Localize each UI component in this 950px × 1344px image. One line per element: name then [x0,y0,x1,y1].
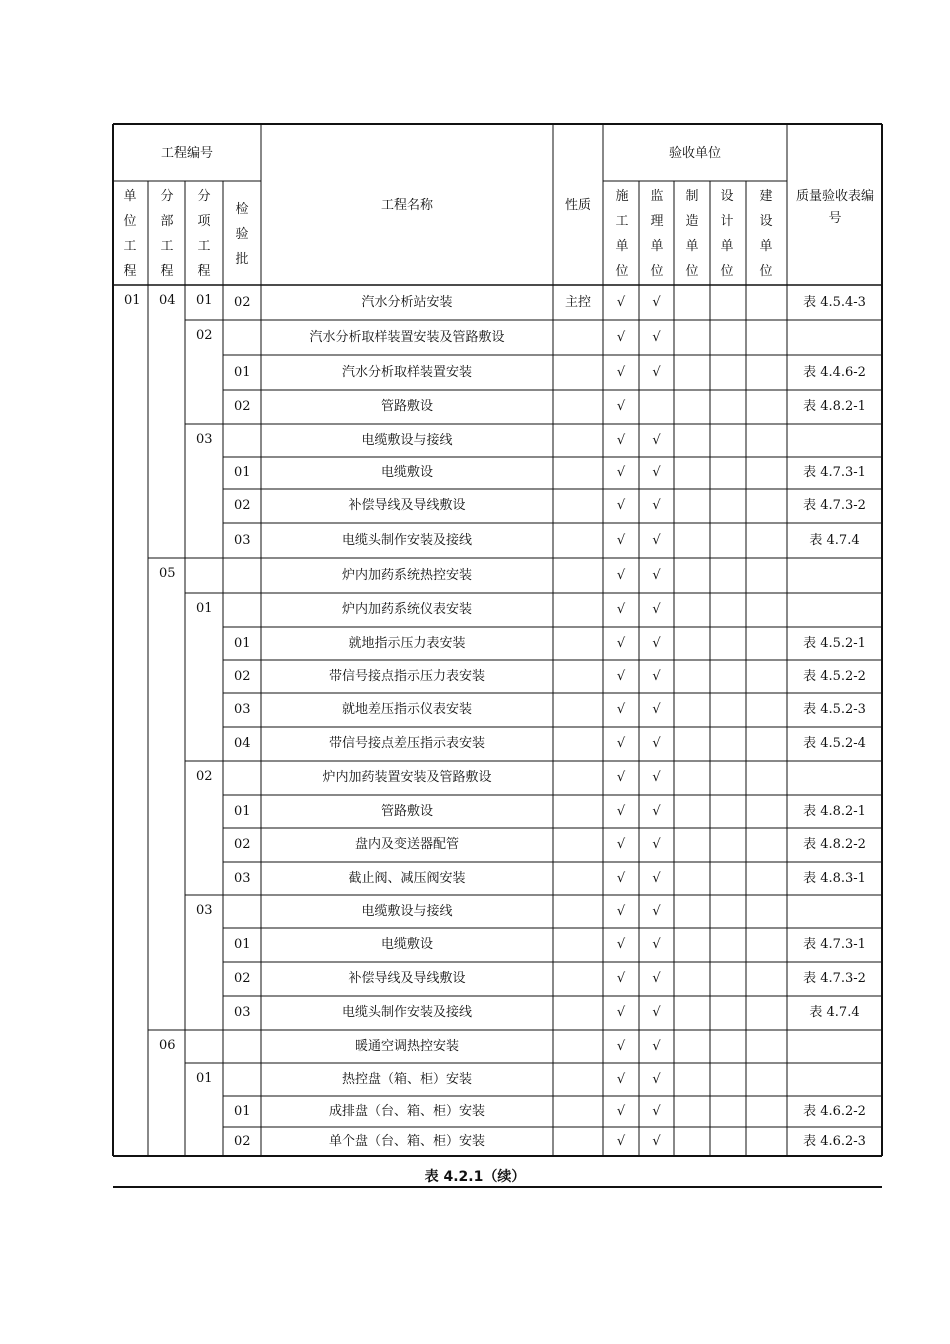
cell-c2: √ [652,465,661,480]
cell-item: 02 [196,328,213,343]
cell-name: 电缆头制作安装及接线 [341,533,472,548]
cell-c1: √ [616,736,626,751]
cell-c1: √ [616,1134,626,1149]
cell-c2: √ [652,1134,661,1149]
cell-name: 管路敷设 [380,804,433,819]
cell-name: 单个盘（台、箱、柜）安装 [328,1134,485,1149]
cell-form: 表 4.5.2-4 [803,736,866,751]
cell-c1: √ [616,1005,626,1020]
cell-name: 电缆敷设 [380,937,433,952]
cell-c2: √ [652,937,661,952]
cell-name: 带信号接点差压指示表安装 [328,736,485,751]
header-nature: 性质 [564,198,591,213]
cell-form: 表 4.5.2-3 [803,702,866,717]
cell-batch: 01 [234,804,251,819]
cell-c2: √ [652,365,661,380]
cell-part: 06 [159,1038,176,1053]
cell-c2: √ [652,904,661,919]
cell-batch: 01 [234,1104,251,1119]
cell-c2: √ [652,1104,661,1119]
table-caption: 表 4.2.1（续） [424,1169,526,1185]
cell-name: 热控盘（箱、柜）安装 [341,1072,472,1087]
cell-batch: 02 [234,971,251,986]
cell-c2: √ [652,770,661,785]
cell-c1: √ [616,669,626,684]
cell-c2: √ [652,433,661,448]
cell-batch: 03 [234,871,251,886]
cell-name: 就地指示压力表安装 [348,636,466,651]
cell-name: 暖通空调热控安装 [354,1039,459,1054]
cell-item: 01 [196,293,213,308]
cell-form: 表 4.8.3-1 [803,871,866,886]
header-item: 分项工程 [197,189,211,279]
cell-c2: √ [652,498,661,513]
cell-name: 汽水分析取样装置安装及管路敷设 [309,330,505,345]
cell-name: 成排盘（台、箱、柜）安装 [328,1104,485,1119]
cell-name: 截止阀、减压阀安装 [348,871,466,886]
cell-c2: √ [652,1072,661,1087]
cell-c1: √ [616,871,626,886]
cell-batch: 01 [234,365,251,380]
cell-form: 表 4.8.2-1 [803,399,866,414]
cell-item: 03 [196,903,213,918]
cell-form: 表 4.8.2-1 [803,804,866,819]
cell-c1: √ [616,498,626,513]
cell-c2: √ [652,1039,661,1054]
cell-name: 炉内加药装置安装及管路敷设 [322,770,492,785]
header-part: 分部工程 [160,189,174,279]
cell-c1: √ [616,804,626,819]
cell-c1: √ [616,365,626,380]
cell-c1: √ [616,702,626,717]
cell-batch: 01 [234,636,251,651]
cell-c1: √ [616,433,626,448]
cell-form: 表 4.7.3-2 [803,971,866,986]
cell-name: 管路敷设 [380,399,433,414]
cell-form: 表 4.5.2-2 [803,669,866,684]
cell-batch: 02 [234,399,251,414]
header-batch: 检验批 [235,202,249,267]
cell-form: 表 4.6.2-3 [803,1134,866,1149]
header-accept-group: 验收单位 [668,146,721,161]
cell-item: 02 [196,769,213,784]
cell-name: 电缆头制作安装及接线 [341,1005,472,1020]
cell-c1: √ [616,1039,626,1054]
cell-c2: √ [652,837,661,852]
cell-c1: √ [616,465,626,480]
cell-c2: √ [652,804,661,819]
cell-c1: √ [616,330,626,345]
header-construct: 施工单位 [615,189,629,279]
cell-form: 表 4.6.2-2 [803,1104,866,1119]
cell-unit: 01 [124,293,141,308]
cell-c1: √ [616,937,626,952]
cell-c1: √ [616,770,626,785]
cell-form: 表 4.7.4 [809,1005,860,1020]
header-form: 质量验收表编号 [795,189,874,226]
cell-nature: 主控 [564,295,591,310]
header-supervise: 监理单位 [650,189,664,279]
cell-c1: √ [616,1104,626,1119]
cell-form: 表 4.4.6-2 [803,365,866,380]
cell-c1: √ [616,1072,626,1087]
cell-form: 表 4.7.4 [809,533,860,548]
cell-form: 表 4.5.4-3 [803,295,866,310]
cell-name: 炉内加药系统仪表安装 [341,602,472,617]
cell-c2: √ [652,669,661,684]
cell-c2: √ [652,971,661,986]
cell-batch: 01 [234,465,251,480]
header-unit: 单位工程 [123,189,137,279]
cell-batch: 04 [234,736,251,751]
cell-c2: √ [652,702,661,717]
cell-item: 01 [196,1071,213,1086]
cell-item: 01 [196,601,213,616]
cell-batch: 02 [234,837,251,852]
cell-c2: √ [652,295,661,310]
cell-c1: √ [616,568,626,583]
cell-c1: √ [616,904,626,919]
cell-form: 表 4.8.2-2 [803,837,866,852]
cell-form: 表 4.7.3-1 [803,937,866,952]
cell-batch: 02 [234,498,251,513]
header-build: 建设单位 [759,189,773,279]
cell-name: 就地差压指示仪表安装 [341,702,472,717]
cell-c1: √ [616,399,626,414]
bottom-rule [113,1186,882,1188]
cell-c1: √ [616,295,626,310]
cell-c2: √ [652,636,661,651]
cell-batch: 03 [234,702,251,717]
cell-name: 补偿导线及导线敷设 [348,498,466,513]
cell-batch: 02 [234,669,251,684]
header-name: 工程名称 [380,198,433,213]
cell-c2: √ [652,568,661,583]
cell-form: 表 4.7.3-1 [803,465,866,480]
cell-c2: √ [652,533,661,548]
cell-name: 炉内加药系统热控安装 [341,568,472,583]
header-design: 设计单位 [720,189,734,279]
cell-form: 表 4.7.3-2 [803,498,866,513]
cell-batch: 03 [234,1005,251,1020]
cell-name: 电缆敷设与接线 [361,433,453,448]
cell-name: 补偿导线及导线敷设 [348,971,466,986]
cell-name: 汽水分析取样装置安装 [341,365,472,380]
cell-name: 汽水分析站安装 [361,295,453,310]
cell-name: 盘内及变送器配管 [354,837,459,852]
cell-batch: 02 [234,1134,251,1149]
cell-c1: √ [616,533,626,548]
cell-c2: √ [652,736,661,751]
cell-c2: √ [652,871,661,886]
cell-name: 电缆敷设与接线 [361,904,453,919]
cell-item: 03 [196,432,213,447]
cell-part: 05 [159,566,176,581]
cell-c2: √ [652,1005,661,1020]
cell-batch: 02 [234,295,251,310]
cell-c1: √ [616,636,626,651]
cell-c2: √ [652,330,661,345]
cell-name: 电缆敷设 [380,465,433,480]
cell-c1: √ [616,837,626,852]
cell-name: 带信号接点指示压力表安装 [328,669,485,684]
cell-batch: 03 [234,533,251,548]
header-code-group: 工程编号 [160,146,213,161]
header-manufacture: 制造单位 [685,189,699,279]
cell-c1: √ [616,971,626,986]
cell-c1: √ [616,602,626,617]
cell-form: 表 4.5.2-1 [803,636,866,651]
cell-batch: 01 [234,937,251,952]
cell-c2: √ [652,602,661,617]
cell-part: 04 [159,293,176,308]
